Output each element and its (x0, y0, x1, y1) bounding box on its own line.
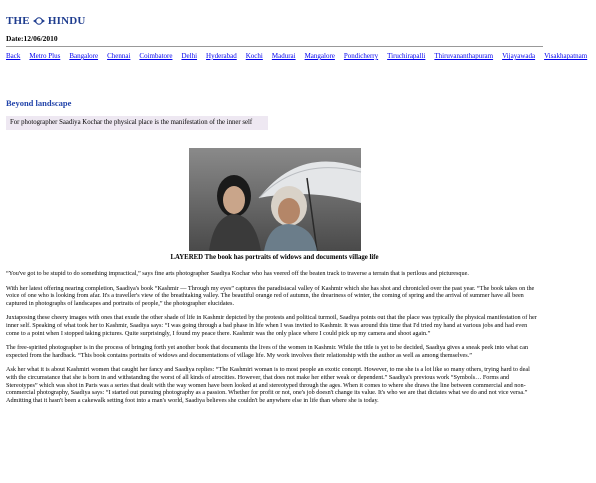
city-nav (6, 52, 588, 61)
nav-delhi[interactable]: Delhi (181, 52, 198, 60)
article-body (6, 270, 541, 411)
masthead-hindu: HINDU (47, 15, 86, 27)
masthead-the: THE (6, 15, 30, 27)
paragraph: “You've got to be stupid to do something impractical,” says fine arts photographer Saadiya Kochar who has veered off the beaten track to traverse a terrain that is perilous and picturesque. (6, 270, 469, 277)
article-headline: Beyond landscape (6, 98, 72, 108)
paragraph: With her latest offering nearing completion, Saadiya's book “Kashmir — Through my eyes” captures the paradisiacal valley of Kashmir which she has shot and chronicled over the past year. “The book takes on the voice of one who is looking from afar. It's a traveller's view of the breathtaking valley. The beautiful orange red of autumn, the dreariness of winter, the coming of spring and the arrival of summer have all been captured in photographs of landscapes and portraits of people,” the photographer elucidates. (6, 284, 535, 307)
article-deck: For photographer Saadiya Kochar the physical place is the manifestation of the inner self (6, 116, 268, 130)
issue-date: Date:12/06/2010 (6, 34, 58, 43)
nav-pondicherry[interactable]: Pondicherry (343, 52, 379, 60)
divider (6, 46, 543, 47)
photo-caption: LAYERED The book has portraits of widows and documents village life (170, 254, 379, 261)
nav-metro-plus[interactable]: Metro Plus (29, 52, 61, 60)
nav-coimbatore[interactable]: Coimbatore (139, 52, 173, 60)
article-photo (189, 148, 361, 251)
nav-chennai[interactable]: Chennai (107, 52, 131, 60)
nav-visakhapatnam[interactable]: Visakhapatnam (544, 52, 588, 60)
paragraph: Juxtaposing these cheery images with ones that exude the other shade of life in Kashmir depicted by the protests and political turmoil, Saadiya points out that the place was typically the physical manifestation of her inner self. Speaking of what took her to Kashmir, Saadiya says: “I was going through a bad phase in life when I was invited to Kashmir. It was around this time that I'd tried my hand at various jobs and had even come to a point when I stopped taking pictures. Quite surprisingly, I found my peace there. Kashmir was the only place where I could pick up my camera and shoot again.” (6, 314, 537, 337)
emblem-icon (32, 16, 46, 26)
paragraph: Ask her what it is about Kashmiri women that caught her fancy and Saadiya replies: “The Kashmiri woman is to most people an exotic concept. However, to me she is a lot like so many others, trying hard to deal with the circumstance that she is born in and withstanding the worst of all kinds of atrocities. However, that does not make her either weak or dependent.” Saadiya's previous work “Symbols… Forms and Stereotypes” which was shot in Paris was a series that dealt with the way women have been looked at and stereotyped through the ages. When it comes to where she draws the line between commercial and non-commercial photography, Saadiya says: “I started out pursuing photography as a passion. Whether for profit or not, one's job doesn't change its value. It's who we are that dictates what we do and not vice versa.” Admitting that it hasn't been a cakewalk setting foot into a man's world, Saadiya believes she couldn't be anywhere else in life than where she is today. (6, 366, 530, 404)
photo-illustration (189, 148, 361, 251)
nav-mangalore[interactable]: Mangalore (304, 52, 335, 60)
nav-hyderabad[interactable]: Hyderabad (206, 52, 237, 60)
nav-thiruvananthapuram[interactable]: Thiruvananthapuram (434, 52, 494, 60)
nav-tiruchirapalli[interactable]: Tiruchirapalli (387, 52, 426, 60)
nav-vijayawada[interactable]: Vijayawada (502, 52, 536, 60)
nav-bangalore[interactable]: Bangalore (69, 52, 99, 60)
paragraph: The free-spirited photographer is in the process of bringing forth yet another book that documents the lives of the women in Kashmir. While the title is yet to be decided, Saadiya gives a sneak peek into what can expected from the hardback. “This book contains portraits of widows and documentations of village life. My work involves their relationship with the author as well as among themselves.” (6, 344, 529, 359)
masthead-logo[interactable] (6, 14, 86, 28)
nav-kochi[interactable]: Kochi (245, 52, 263, 60)
nav-back[interactable]: Back (6, 52, 21, 60)
nav-madurai[interactable]: Madurai (271, 52, 296, 60)
